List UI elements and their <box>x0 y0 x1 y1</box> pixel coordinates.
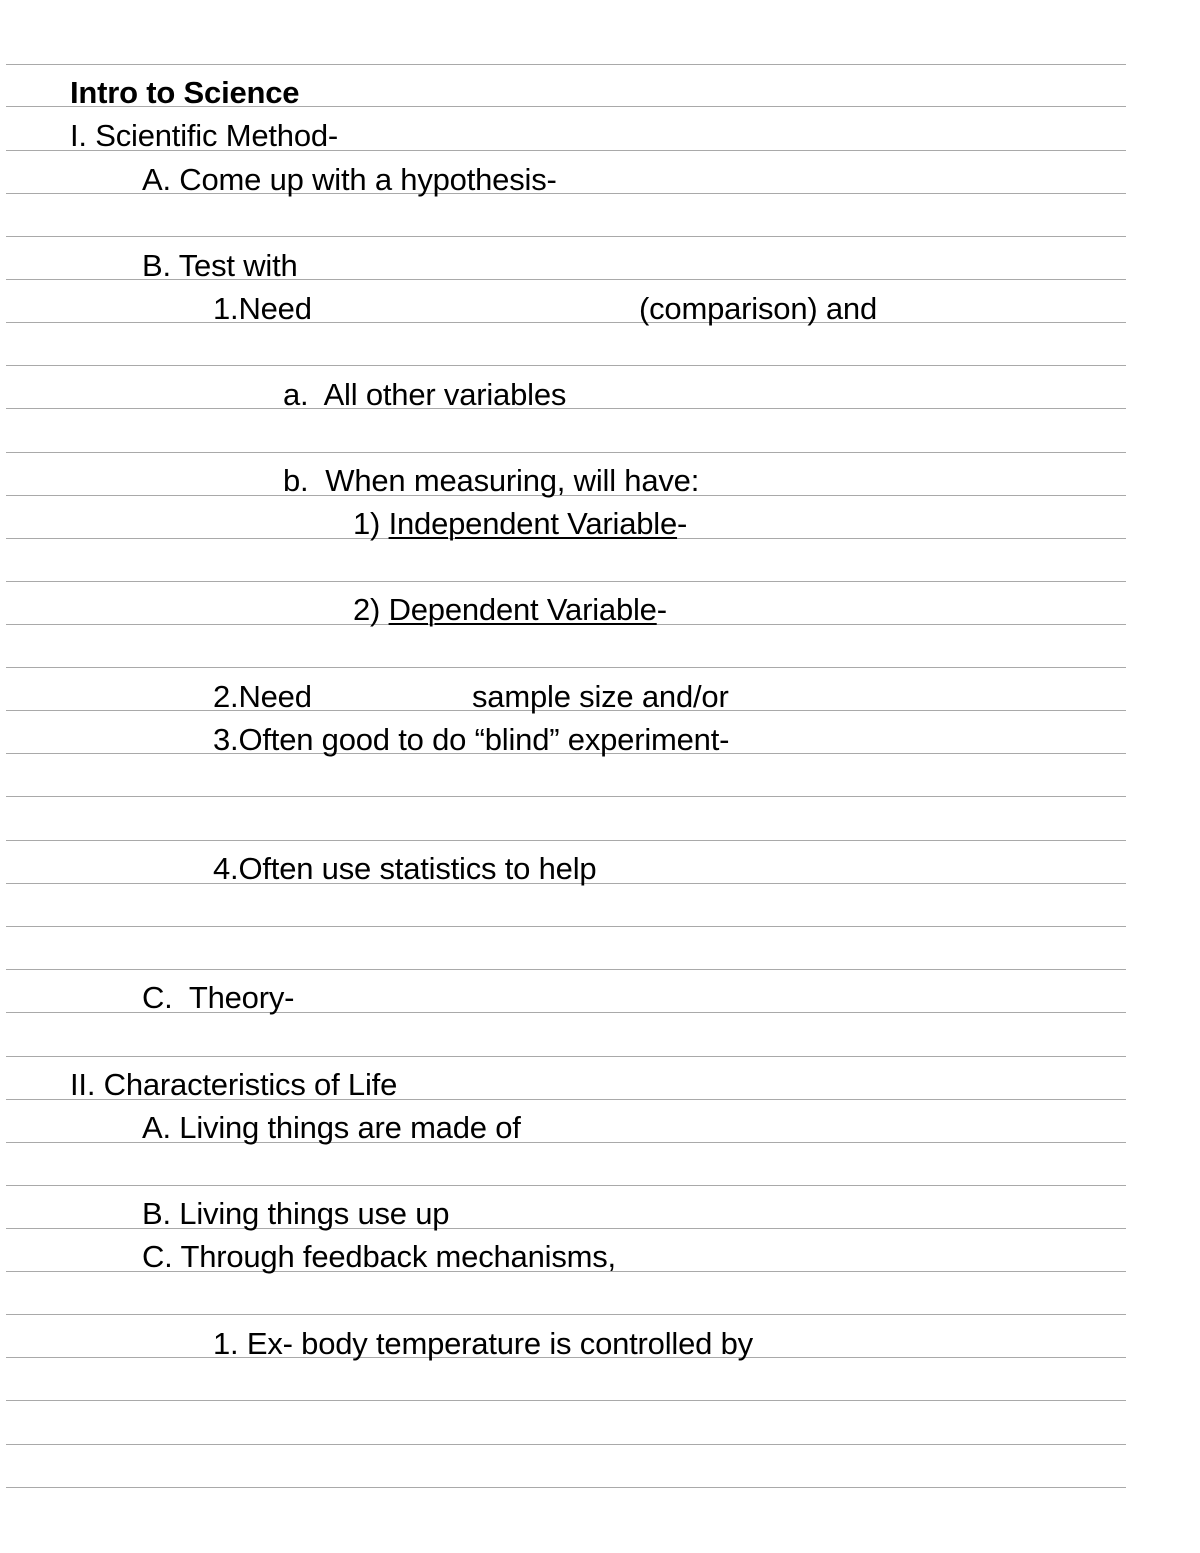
outline-item: a. All other variables <box>283 377 567 412</box>
outline-item: A. Living things are made of <box>142 1110 521 1145</box>
outline-item <box>353 593 667 627</box>
outline-item: C. Through feedback mechanisms, <box>142 1239 616 1274</box>
page-title: Intro to Science <box>70 75 300 110</box>
item-dash: - <box>677 506 688 541</box>
ruled-line <box>6 926 1126 927</box>
outline-item <box>353 507 687 541</box>
ruled-line <box>6 796 1126 797</box>
item-number: 2) <box>353 592 389 627</box>
outline-item: C. Theory- <box>142 980 295 1015</box>
section-heading: I. Scientific Method- <box>70 118 339 153</box>
ruled-line <box>6 1056 1126 1057</box>
ruled-line <box>6 581 1126 582</box>
ruled-line <box>6 1444 1126 1445</box>
ruled-line <box>6 969 1126 970</box>
ruled-line <box>6 64 1126 65</box>
outline-item: 4.Often use statistics to help <box>213 851 597 886</box>
outline-item: 1.Need <box>213 291 312 326</box>
ruled-line <box>6 667 1126 668</box>
outline-item-continued: sample size and/or <box>472 679 729 714</box>
outline-item: 1. Ex- body temperature is controlled by <box>213 1326 753 1361</box>
ruled-line <box>6 1400 1126 1401</box>
outline-item: B. Living things use up <box>142 1196 450 1231</box>
item-number: 1) <box>353 506 389 541</box>
outline-item: 3.Often good to do “blind” experiment- <box>213 722 730 757</box>
ruled-line <box>6 1185 1126 1186</box>
ruled-line <box>6 840 1126 841</box>
ruled-line <box>6 452 1126 453</box>
section-heading: II. Characteristics of Life <box>70 1067 398 1102</box>
ruled-line <box>6 365 1126 366</box>
ruled-line <box>6 1487 1126 1488</box>
outline-item: B. Test with <box>142 248 298 283</box>
outline-item-continued: (comparison) and <box>639 291 878 326</box>
independent-variable-term: Independent Variable <box>388 506 678 541</box>
ruled-line <box>6 1314 1126 1315</box>
ruled-line <box>6 322 1126 323</box>
outline-item: 2.Need <box>213 679 312 714</box>
ruled-line <box>6 236 1126 237</box>
outline-item: b. When measuring, will have: <box>283 463 700 498</box>
item-dash: - <box>656 592 667 627</box>
dependent-variable-term: Dependent Variable <box>388 592 657 627</box>
outline-item: A. Come up with a hypothesis- <box>142 162 557 197</box>
